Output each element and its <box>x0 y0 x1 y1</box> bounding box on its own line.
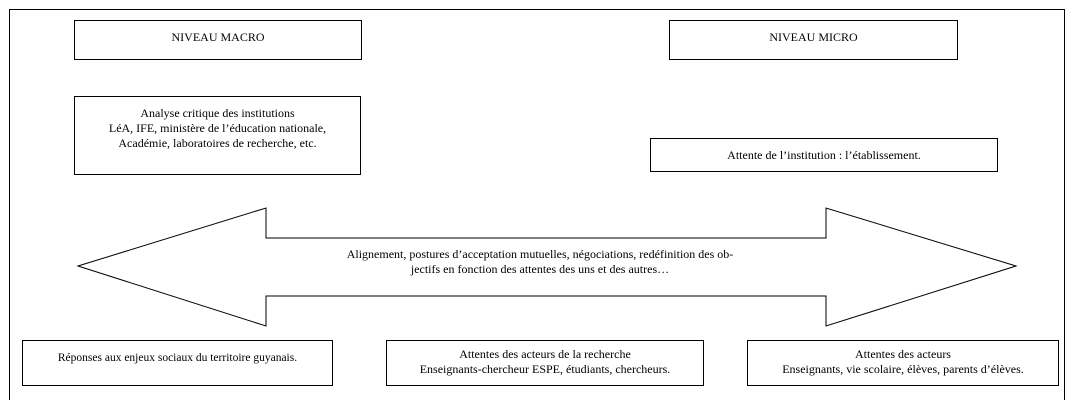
micro-level-box <box>669 20 958 60</box>
institutions-analysis-line-2: LéA, IFE, ministère de l’éducation nationale, <box>108 121 327 135</box>
macro-level-title: NIVEAU MACRO <box>171 30 265 44</box>
macro-level-box <box>74 20 362 60</box>
social-issues-text: Réponses aux enjeux sociaux du territoire guyanais. <box>57 352 298 364</box>
research-actors-title: Attentes des acteurs de la recherche <box>459 347 631 361</box>
arrow-text-line-2: jectifs en fonction des attentes des uns et des autres… <box>410 262 670 276</box>
school-actors-title: Attentes des acteurs <box>855 347 951 361</box>
institutions-analysis-line-1: Analyse critique des institutions <box>140 106 295 120</box>
arrow-text-line-1: Alignement, postures d’acceptation mutuelles, négociations, redéfinition des ob- <box>346 247 734 261</box>
institutions-analysis-line-3: Académie, laboratoires de recherche, etc. <box>118 136 317 150</box>
institution-expectation-box <box>650 138 998 172</box>
institution-expectation-text: Attente de l’institution : l’établissement. <box>727 148 921 162</box>
research-actors-box <box>386 340 704 386</box>
arrow-text <box>250 247 830 277</box>
micro-level-title: NIVEAU MICRO <box>769 30 858 44</box>
school-actors-box <box>747 340 1059 386</box>
school-actors-detail: Enseignants, vie scolaire, élèves, parents d’élèves. <box>782 362 1024 376</box>
research-actors-detail: Enseignants-chercheur ESPE, étudiants, chercheurs. <box>419 362 671 376</box>
institutions-analysis-box <box>74 96 361 175</box>
social-issues-box <box>22 340 333 386</box>
